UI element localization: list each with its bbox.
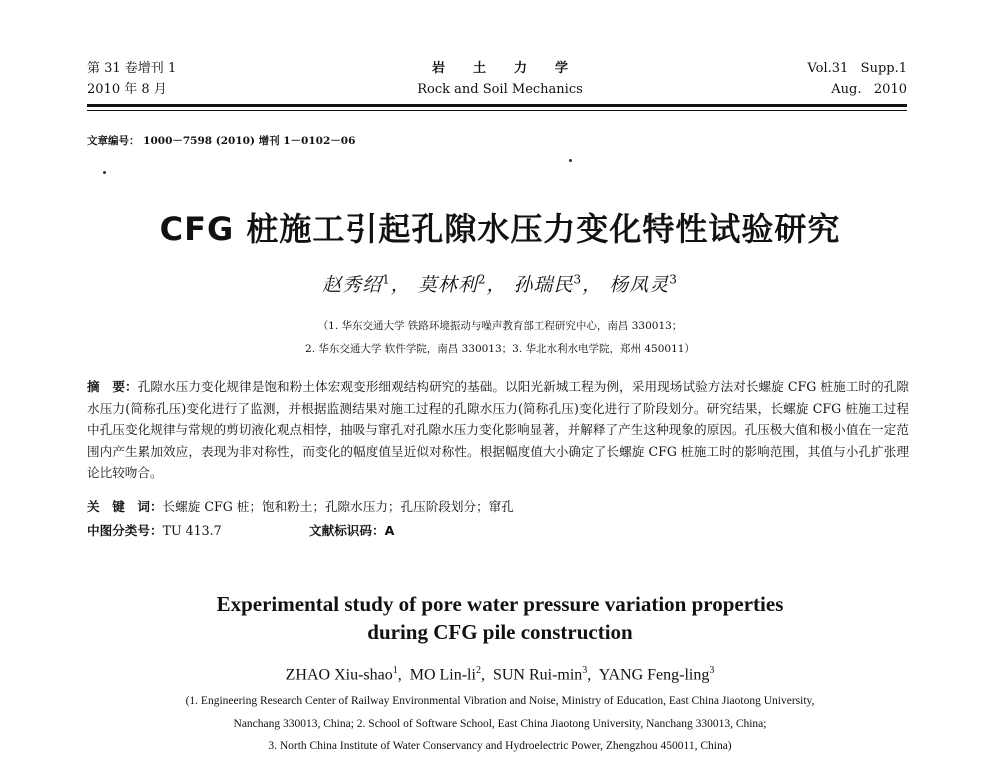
affiliation-en-line: Nanchang 330013, China; 2. School of Software School, East China Jiaotong University, Nanchang 330013, China; bbox=[233, 718, 767, 730]
author-cn: 孙瑞民 bbox=[513, 274, 574, 296]
author-cn-affil: 2 bbox=[477, 272, 487, 287]
speck-mark bbox=[569, 159, 572, 162]
clc-label: 中图分类号： bbox=[87, 523, 163, 538]
author-en: YANG Feng-ling bbox=[598, 666, 710, 684]
keywords-cn bbox=[87, 496, 909, 515]
affiliation-en-line: (1. Engineering Research Center of Railway Environmental Vibration and Noise, Ministry of Education, East China Jiaotong University, bbox=[185, 695, 815, 707]
author-en: SUN Rui-min bbox=[492, 666, 583, 684]
author-cn-affil: 3 bbox=[669, 272, 678, 287]
classification-line bbox=[87, 520, 909, 539]
journal-name-en: Rock and Soil Mechanics bbox=[417, 82, 583, 97]
author-en-affil: 1 bbox=[392, 665, 398, 676]
header-right bbox=[807, 58, 907, 100]
doc-code-value: A bbox=[384, 523, 395, 538]
author-cn-affil: 1 bbox=[382, 272, 391, 287]
header-rule-thick bbox=[87, 104, 907, 107]
author-en-affil: 3 bbox=[582, 665, 588, 676]
volume-en: Vol.31 Supp.1 bbox=[807, 61, 907, 76]
journal-name-cn: 岩土力学 bbox=[431, 61, 596, 76]
author-cn: 莫林利 bbox=[417, 274, 478, 296]
article-number-label: 文章编号： bbox=[87, 135, 140, 147]
author-cn: 赵秀绍 bbox=[322, 274, 383, 296]
title-en-line: during CFG pile construction bbox=[367, 620, 633, 644]
date-en: Aug. 2010 bbox=[831, 82, 907, 97]
article-number bbox=[87, 133, 355, 148]
author-en: MO Lin-li bbox=[409, 666, 476, 684]
abstract-label: 摘 要： bbox=[87, 379, 138, 394]
affiliation-cn-line: （1. 华东交通大学 铁路环境振动与噪声教育部工程研究中心，南昌 330013； bbox=[317, 320, 683, 332]
title-en-line: Experimental study of pore water pressure variation properties bbox=[216, 592, 784, 616]
clc-value: TU 413.7 bbox=[162, 523, 222, 538]
author-cn: 杨凤灵 bbox=[609, 274, 670, 296]
affiliation-en-line: 3. North China Institute of Water Conservancy and Hydroelectric Power, Zhengzhou 450011, China) bbox=[268, 740, 732, 752]
paper-title-en bbox=[0, 590, 1000, 646]
abstract-cn bbox=[87, 376, 909, 484]
header-rule-thin bbox=[87, 110, 907, 111]
speck-mark bbox=[103, 171, 106, 174]
author-en-affil: 3 bbox=[709, 665, 715, 676]
article-number-value: 1000－7598 (2010) 增刊 1－0102－06 bbox=[143, 135, 356, 147]
document-code bbox=[309, 520, 394, 539]
authors-cn: 赵秀绍$^1$， 莫林利$^2$， 孙瑞民$^3$， 杨凤灵$^3$ bbox=[322, 272, 678, 296]
doc-code-label: 文献标识码： bbox=[309, 523, 385, 538]
date-cn: 2010 年 8 月 bbox=[87, 82, 167, 97]
author-en: ZHAO Xiu-shao bbox=[285, 666, 393, 684]
author-en-affil: 2 bbox=[475, 665, 481, 676]
affiliation-cn-line: 2. 华东交通大学 软件学院，南昌 330013；3. 华北水利水电学院，郑州 450011） bbox=[305, 343, 695, 355]
keywords-label: 关 键 词： bbox=[87, 499, 163, 514]
volume-cn: 第 31 卷增刊 1 bbox=[87, 61, 177, 76]
author-cn-affil: 3 bbox=[573, 272, 583, 287]
authors-en: ZHAO Xiu-shao$^1$, MO Lin-$li^2$, SUN Rui-$\min^3$, YANG Feng-ling$^3$ bbox=[285, 665, 715, 684]
abstract-text: 孔隙水压力变化规律是饱和粉土体宏观变形细观结构研究的基础。以阳光新城工程为例，采用现场试验方法对长螺旋 CFG 桩施工时的孔隙水压力(简称孔压)变化进行了监测，并根据监测结果对施工过程的孔隙水压力(简称孔压)变化进行了阶段划分。研究结果，长螺旋 CFG 桩施工过程中孔压变化规律与常规的剪切液化观点相悖，抽吸与窜孔对孔隙水压力变化影响显著，并解释了产生这种现象的原因。孔压极大值和极小值在一定范围内产生累加效应，表现为非对称性，而变化的幅度值呈近似对称性。根据幅度值大小确定了长螺旋 CFG 桩施工时的影响范围，其值与小孔扩张理论比较吻合。 bbox=[87, 379, 909, 481]
paper-title-cn: CFG 桩施工引起孔隙水压力变化特性试验研究 bbox=[159, 210, 841, 248]
keywords-text: 长螺旋 CFG 桩；饱和粉土；孔隙水压力；孔压阶段划分；窜孔 bbox=[162, 499, 514, 514]
